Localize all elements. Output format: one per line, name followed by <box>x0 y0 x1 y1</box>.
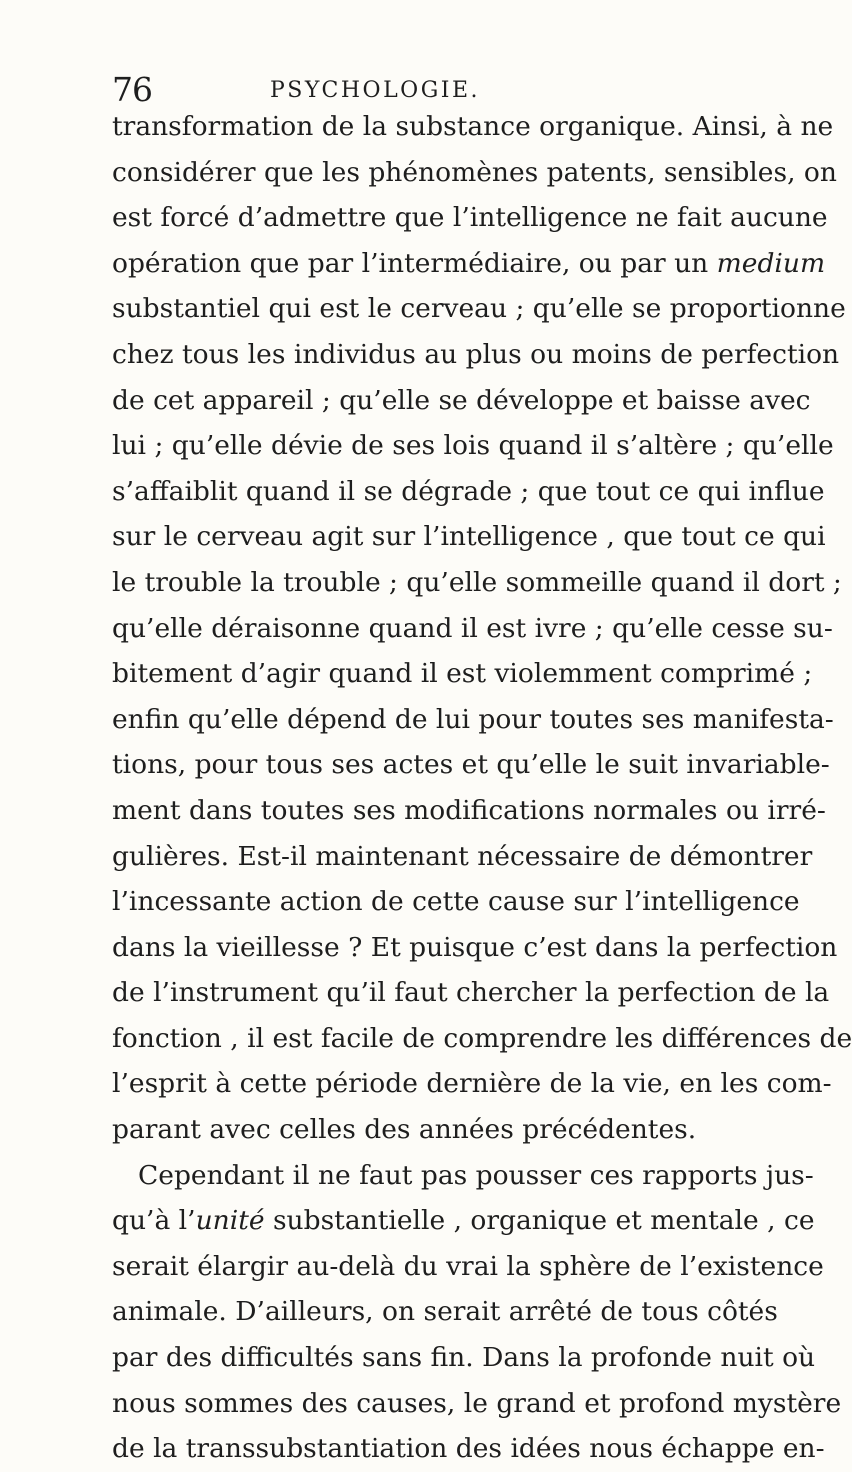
text-line <box>112 469 825 515</box>
text-segment: opération que par l’intermédiaire, ou par un <box>112 247 717 279</box>
text-line <box>112 1426 825 1472</box>
text-segment: de la transsubstantiation des idées nous échappe en- <box>112 1433 825 1465</box>
text-segment: parant avec celles des années précédentes. <box>112 1114 697 1146</box>
text-segment: nous sommes des causes, le grand et profond mystère <box>112 1387 842 1419</box>
italic-text: unité <box>195 1205 265 1237</box>
text-line <box>112 332 840 378</box>
text-segment: bitement d’agir quand il est violemment comprimé ; <box>112 658 813 690</box>
text-segment: l’incessante action de cette cause sur l’intelligence <box>112 886 800 918</box>
body-text <box>112 104 852 1472</box>
italic-text: medium <box>716 247 826 279</box>
text-segment: chez tous les individus au plus ou moins de perfection <box>112 338 840 370</box>
text-line <box>112 788 826 834</box>
text-line <box>112 560 842 606</box>
text-segment: substantiel qui est le cerveau ; qu’elle se proportionne <box>112 293 846 325</box>
text-segment: transformation de la substance organique. Ainsi, à ne <box>112 111 834 142</box>
running-title: PSYCHOLOGIE. <box>270 78 481 103</box>
text-segment: considérer que les phénomènes patents, sensibles, on <box>112 156 837 188</box>
text-line <box>112 606 833 652</box>
text-line <box>112 1061 832 1107</box>
text-line <box>112 834 813 880</box>
text-segment: serait élargir au-delà du vrai la sphère de l’existence <box>112 1250 824 1282</box>
text-segment: ment dans toutes ses modifications normales ou irré- <box>112 794 826 826</box>
text-segment: sur le cerveau agit sur l’intelligence , que tout ce qui <box>112 521 826 553</box>
text-line <box>112 378 811 424</box>
text-segment: substantielle , organique et mentale , ce <box>264 1205 815 1237</box>
text-segment: par des difficultés sans fin. Dans la profonde nuit où <box>112 1342 816 1374</box>
text-line <box>112 241 826 287</box>
text-line <box>112 651 813 697</box>
text-segment: s’affaiblit quand il se dégrade ; que tout ce qui influe <box>112 475 825 507</box>
text-segment: le trouble la trouble ; qu’elle sommeille quand il dort ; <box>112 566 842 598</box>
text-line <box>112 1335 816 1381</box>
text-segment: de cet appareil ; qu’elle se développe et baisse avec <box>112 384 811 416</box>
text-segment: fonction , il est facile de comprendre les différences de <box>112 1022 852 1054</box>
text-line <box>112 514 826 560</box>
text-line <box>112 970 830 1016</box>
text-line <box>112 742 830 788</box>
text-segment: gulières. Est-il maintenant nécessaire de démontrer <box>112 840 813 872</box>
text-line <box>112 150 837 196</box>
text-line <box>112 1198 815 1244</box>
text-line <box>112 104 834 150</box>
text-segment: enfin qu’elle dépend de lui pour toutes ses manifesta- <box>112 703 834 735</box>
text-segment: qu’elle déraisonne quand il est ivre ; qu’elle cesse su- <box>112 612 833 644</box>
text-line <box>112 195 828 241</box>
text-line <box>112 697 834 743</box>
text-line <box>112 1381 842 1427</box>
text-line <box>112 925 838 971</box>
text-line <box>112 879 800 925</box>
text-segment: lui ; qu’elle dévie de ses lois quand il s’altère ; qu’elle <box>112 430 834 462</box>
text-line <box>112 1016 852 1062</box>
page-number: 76 <box>112 70 152 109</box>
text-segment: l’esprit à cette période dernière de la vie, en les com- <box>112 1068 832 1100</box>
text-segment: dans la vieillesse ? Et puisque c’est dans la perfection <box>112 931 838 963</box>
text-segment: est forcé d’admettre que l’intelligence ne fait aucune <box>112 202 828 234</box>
text-line <box>112 1289 778 1335</box>
text-line <box>112 423 834 469</box>
text-line <box>112 1153 814 1199</box>
text-segment: tions, pour tous ses actes et qu’elle le suit invariable- <box>112 749 830 781</box>
text-line <box>112 286 846 332</box>
text-segment: qu’à l’ <box>112 1205 196 1237</box>
text-segment: animale. D’ailleurs, on serait arrêté de tous côtés <box>112 1296 778 1328</box>
text-segment: de l’instrument qu’il faut chercher la perfection de la <box>112 977 830 1009</box>
text-line <box>112 1244 824 1290</box>
text-line <box>112 1107 764 1153</box>
text-segment: Cependant il ne faut pas pousser ces rapports jus- <box>138 1159 814 1191</box>
